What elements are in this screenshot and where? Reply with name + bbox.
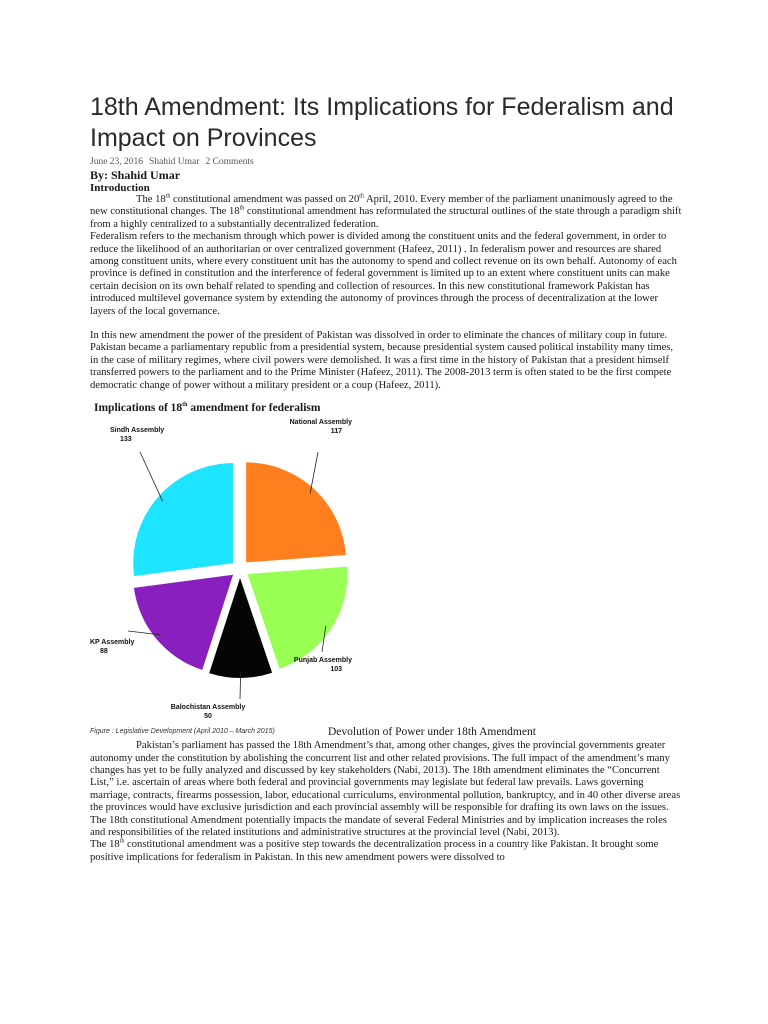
- slice-value-national-assembly: 117: [330, 428, 342, 436]
- article: [90, 92, 682, 864]
- paragraph-5: The 18th constitutional amendment was a positive step towards the decentralization process in a country like Pakistan. It brought some positive implications for federalism in Pakistan. In this new amendment powers were dissolved to: [90, 838, 659, 863]
- slice-label-balochistan-assembly: Balochistan Assembly: [170, 704, 246, 712]
- article-meta: [90, 156, 682, 168]
- byline: By: Shahid Umar: [90, 168, 181, 182]
- paragraph-3: In this new amendment the power of the president of Pakistan was dissolved in order to eliminate the chances of military coup in future. Pakistan became a parliamentary republic from a presidential system, because presidential system caused political instability many times, in the case of military regimes, where civil powers were demolished. It was a first time in the history of Pakistan that a president himself transferred powers to the parliament and to the Prime Minister (Hafeez, 2011). The 2008-2013 term is often stated to be the first compete democratic change of power without a military president or a coup (Hafeez, 2011).: [90, 330, 674, 391]
- pie-slice-sindh-assembly: [133, 463, 233, 576]
- slice-value-punjab-assembly: 103: [330, 666, 342, 674]
- slice-label-national-assembly: National Assembly: [289, 419, 352, 427]
- pie-chart: [90, 416, 390, 722]
- caption-row: [90, 726, 682, 740]
- slice-label-sindh-assembly: Sindh Assembly: [110, 427, 165, 435]
- author-link[interactable]: Shahid Umar: [149, 157, 200, 167]
- pie-slice-national-assembly: [246, 463, 346, 563]
- post-date[interactable]: June 23, 2016: [90, 157, 144, 167]
- leader-line-national-assembly: [310, 452, 318, 494]
- slice-value-balochistan-assembly: 50: [204, 713, 212, 721]
- slice-label-punjab-assembly: Punjab Assembly: [293, 657, 352, 665]
- slice-label-kp-assembly: KP Assembly: [90, 639, 135, 647]
- leader-line-sindh-assembly: [140, 452, 163, 501]
- paragraph-4: Pakistan’s parliament has passed the 18th Amendment’s that, among other changes, gives the provincial governments greater autonomy under the constitution by abolishing the concurrent list and other related provisions. The full impact of the amendment’s many changes has yet to be fully analyzed and discussed by key stakeholders (Nabi, 2013). The 18th amendment eliminates the “Concurrent List,” i.e. ascertain of areas where both federal and provincial governments may legislate but federal law prevails. Laws governing marriage, contracts, firearms possession, labor, educational curriculums, environmental pollution, bankruptcy, and in 40 other diverse areas the provinces would have exclusive jurisdiction and each provincial assembly will be responsible for drafting its own laws on the issues. The 18th constitutional Amendment potentially impacts the mandate of several Federal Ministries and by implication increases the roles and responsibilities of the related institutions and administrative structures at the provincial level (Nabi, 2013).: [90, 740, 681, 838]
- slice-value-sindh-assembly: 133: [120, 436, 132, 444]
- figure-pie-chart: [90, 402, 682, 724]
- section-devolution-heading: Devolution of Power under 18th Amendment: [328, 726, 536, 739]
- paragraph-2: Federalism refers to the mechanism through which power is divided among the constituent units and the federal government, in order to reduce the likelihood of an authoritarian or over centralized government (Hafeez, 2011) . In federalism power and resources are shared among constituent units, where every constituent unit has the autonomy to spend and collect revenue on its own behalf. Autonomy of each province is defined in constitution and the interference of federal government is limited up to an extent where constituent units can make certain decision on its own behalf related to spending and collection of resources. In this new constitutional framework Pakistan has introduced multilevel governance system by extending the autonomy of provinces through the process of decentralization at the lower layers of the local governance.: [90, 231, 677, 317]
- section-introduction: Introduction: [90, 182, 150, 194]
- slice-value-kp-assembly: 88: [100, 648, 108, 656]
- figure-title: Implications of 18th amendment for federalism: [94, 402, 321, 415]
- comments-link[interactable]: 2 Comments: [205, 157, 254, 167]
- paragraph-1: The 18th constitutional amendment was passed on 20th April, 2010. Every member of the parliament unanimously agreed to the new constitutional changes. The 18th constitutional amendment has reformulated the structural outlines of the state through a paradigm shift from a highly centralized to a substantially decentralized federation.: [90, 193, 682, 230]
- article-title: 18th Amendment: Its Implications for Federalism and Impact on Provinces: [90, 93, 674, 152]
- figure-caption: Figure : Legislative Development (April 2010 – March 2015): [90, 728, 275, 736]
